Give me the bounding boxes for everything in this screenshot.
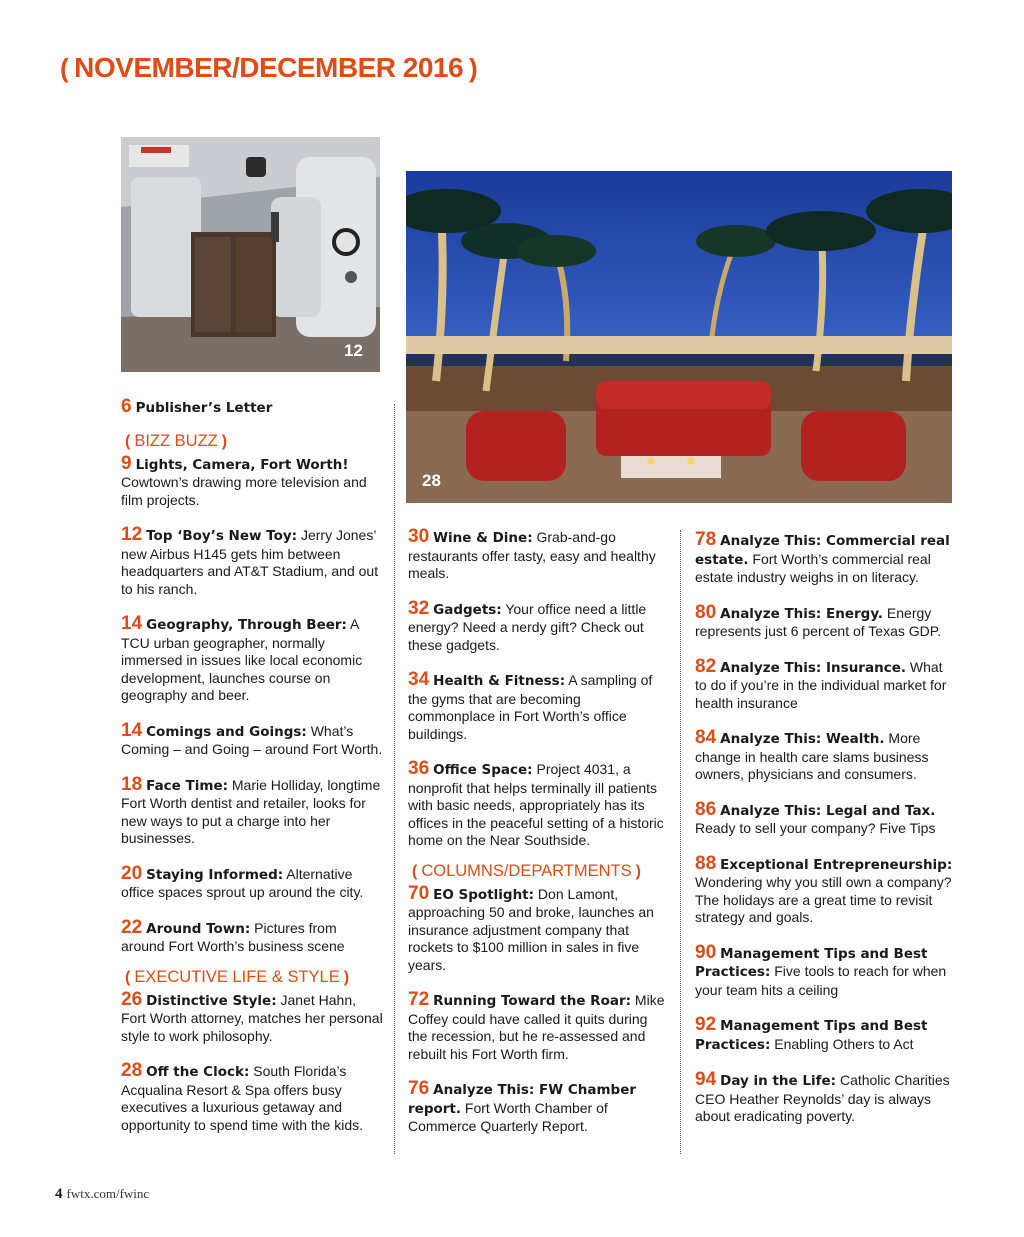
entry-page-number: 86: [695, 798, 717, 820]
entry-title: Analyze This: Commercial real estate.: [695, 533, 950, 568]
entry-page-number: 78: [695, 529, 717, 550]
section-close-paren: ): [635, 862, 641, 880]
entry-description: Janet Hahn, Fort Worth attorney, matches her personal style to work philosophy.: [121, 991, 383, 1044]
entry-page-number: 80: [695, 601, 717, 623]
entry-description: What’s Coming – and Going – around Fort Worth.: [121, 722, 383, 757]
site-url[interactable]: fwtx.com/fwinc: [66, 1186, 150, 1201]
issue-title: [54, 52, 483, 84]
entry-title: Gadgets:: [433, 601, 502, 618]
entry-title: Lights, Camera, Fort Worth!: [135, 456, 349, 473]
resort-page-number: 28: [422, 471, 441, 490]
toc-entry[interactable]: [408, 597, 666, 655]
entry-description: Don Lamont, approaching 50 and broke, launches an insurance adjustment company that rockets to $100 million in sales in five years.: [408, 885, 654, 973]
entry-description: Enabling Others to Act: [770, 1035, 914, 1052]
entry-description: Wondering why you still own a company? The holidays are a great time to revisit strategy and goals.: [695, 874, 952, 925]
section-close-paren: ): [221, 432, 228, 450]
title-close-paren: ): [469, 53, 478, 83]
entry-title: Management Tips and Best Practices:: [695, 945, 928, 980]
resort-terrace-photo[interactable]: [406, 171, 952, 503]
entry-page-number: 34: [408, 669, 430, 690]
entry-title: Analyze This: Energy.: [720, 605, 884, 622]
entry-description: What to do if you’re in the individual market for health insurance: [695, 658, 947, 711]
toc-column-2: [408, 528, 666, 1153]
toc-entry[interactable]: [695, 1016, 957, 1054]
entry-title: Distinctive Style:: [146, 992, 277, 1009]
section-open-paren: (: [125, 968, 131, 986]
entry-description: A sampling of the gyms that are becoming commonplace in Fort Worth’s office buildings.: [408, 672, 653, 742]
entry-page-number: 70: [408, 882, 430, 904]
toc-entry[interactable]: [695, 852, 957, 927]
section-label: COLUMNS/DEPARTMENTS: [421, 861, 632, 880]
section-open-paren: (: [125, 432, 131, 450]
entry-title: Analyze This: FW Chamber report.: [408, 1082, 637, 1117]
page-footer: [55, 1186, 149, 1203]
entry-title: Analyze This: Wealth.: [720, 731, 885, 747]
entry-title: Off the Clock:: [146, 1064, 250, 1080]
entry-description: Catholic Charities CEO Heather Reynolds’ day is always about eradicating poverty.: [695, 1072, 950, 1124]
resort-terrace-illustration: [406, 171, 952, 503]
entry-page-number: 72: [408, 989, 430, 1010]
entry-page-number: 6: [121, 396, 132, 417]
toc-entry[interactable]: [121, 615, 383, 705]
entry-description: Marie Holliday, longtime Fort Worth dentist and retailer, looks for new ways to put a charge into her businesses.: [121, 776, 381, 846]
entry-description: Grab-and-go restaurants offer tasty, easy and healthy meals.: [408, 529, 656, 581]
entry-title: Analyze This: Insurance.: [720, 659, 906, 676]
toc-entry[interactable]: [408, 991, 666, 1063]
entry-description: A TCU urban geographer, normally immersed in issues like local economic development, launches course on geography and beer.: [121, 616, 363, 703]
entry-page-number: 94: [695, 1069, 717, 1090]
entry-description: Five tools to reach for when your team hits a ceiling: [695, 963, 947, 998]
entry-page-number: 92: [695, 1014, 717, 1035]
entry-description: Jerry Jones’ new Airbus H145 gets him between headquarters and AT&T Stadium, and out to his ranch.: [121, 527, 379, 597]
title-open-paren: (: [60, 53, 69, 83]
entry-description: Cowtown’s drawing more television and film projects.: [121, 474, 367, 508]
helicopter-page-number: 12: [344, 341, 363, 360]
entry-description: Energy represents just 6 percent of Texas GDP.: [695, 604, 942, 639]
entry-title: Publisher’s Letter: [135, 400, 273, 416]
toc-entry[interactable]: [408, 1080, 666, 1136]
entry-page-number: 9: [121, 452, 132, 474]
entry-description: Project 4031, a nonprofit that helps terminally ill patients with basic needs, appropriately has its offices in the peaceful setting of a historic home on the Near Southside.: [408, 761, 664, 848]
toc-entry[interactable]: [408, 671, 666, 743]
entry-title: Office Space:: [433, 762, 533, 778]
entry-description: Pictures from around Fort Worth’s business scene: [121, 919, 345, 954]
entry-description: Mike Coffey could have called it quits during the recession, but he re-assessed and rebuilt his Fort Worth firm.: [408, 992, 665, 1062]
entry-page-number: 14: [121, 613, 143, 634]
entry-title: Running Toward the Roar:: [433, 993, 632, 1009]
entry-page-number: 26: [121, 988, 143, 1010]
entry-description: Fort Worth Chamber of Commerce Quarterly Report.: [408, 1099, 608, 1134]
entry-title: Wine & Dine:: [433, 530, 533, 546]
entry-page-number: 88: [695, 852, 717, 874]
helicopter-interior-illustration: [121, 137, 380, 372]
toc-entry[interactable]: [121, 773, 383, 848]
section-label: BIZZ BUZZ: [134, 431, 218, 450]
section-label: EXECUTIVE LIFE & STYLE: [134, 967, 340, 986]
entry-title: Exceptional Entrepreneurship:: [720, 856, 953, 873]
entry-description: Alternative office spaces sprout up around the city.: [121, 865, 364, 900]
toc-entry[interactable]: [121, 988, 383, 1046]
entry-description: More change in health care slams business owners, physicians and consumers.: [695, 730, 929, 782]
toc-entry[interactable]: [695, 798, 957, 838]
entry-title: Geography, Through Beer:: [146, 617, 347, 633]
toc-column-3: [695, 531, 957, 1143]
entry-page-number: 82: [695, 655, 717, 677]
toc-entry[interactable]: [695, 655, 957, 713]
toc-entry[interactable]: [695, 729, 957, 784]
section-heading-columns-departments: [408, 862, 666, 881]
entry-title: Day in the Life:: [720, 1073, 837, 1089]
toc-entry[interactable]: [408, 528, 666, 583]
entry-page-number: 32: [408, 597, 430, 619]
entry-description: Fort Worth’s commercial real estate industry weighs in on literacy.: [695, 550, 931, 585]
entry-title: Around Town:: [146, 920, 251, 937]
entry-page-number: 30: [408, 526, 430, 547]
column-divider: [680, 530, 681, 1154]
entry-page-number: 28: [121, 1060, 143, 1081]
column-divider: [394, 404, 395, 1154]
section-open-paren: (: [412, 862, 418, 880]
toc-entry[interactable]: [121, 862, 383, 902]
toc-entry[interactable]: [695, 601, 957, 641]
entry-page-number: 76: [408, 1078, 430, 1099]
toc-entry[interactable]: [121, 916, 383, 956]
entry-page-number: 84: [695, 727, 717, 748]
entry-page-number: 36: [408, 758, 430, 779]
entry-title: Health & Fitness:: [433, 673, 566, 689]
entry-page-number: 20: [121, 862, 143, 884]
entry-title: Top ‘Boy’s New Toy:: [146, 528, 298, 544]
entry-page-number: 14: [121, 719, 143, 741]
entry-description: Your office need a little energy? Need a nerdy gift? Check out these gadgets.: [408, 600, 647, 653]
entry-description: Ready to sell your company? Five Tips: [695, 820, 936, 836]
helicopter-interior-photo[interactable]: [121, 137, 380, 372]
toc-entry[interactable]: [695, 1071, 957, 1126]
entry-description: South Florida’s Acqualina Resort & Spa offers busy executives a luxurious getaway and opportunity to spend time with the kids.: [121, 1063, 364, 1133]
toc-entry[interactable]: [695, 941, 957, 1000]
entry-title: Analyze This: Legal and Tax.: [720, 802, 936, 819]
section-heading-bizz-buzz: [121, 432, 383, 451]
entry-title: Management Tips and Best Practices:: [695, 1018, 928, 1053]
entry-title: EO Spotlight:: [433, 886, 535, 903]
toc-entry[interactable]: [121, 526, 383, 598]
toc-entry-publishers-letter[interactable]: [121, 398, 383, 418]
issue-title-text: NOVEMBER/DECEMBER 2016: [74, 52, 464, 83]
toc-entry[interactable]: [121, 452, 383, 510]
section-close-paren: ): [343, 968, 350, 986]
entry-page-number: 12: [121, 524, 143, 545]
page-number: 4: [55, 1186, 63, 1202]
entry-page-number: 90: [695, 941, 717, 963]
entry-title: Face Time:: [146, 777, 228, 794]
entry-title: Staying Informed:: [146, 866, 284, 883]
toc-entry[interactable]: [695, 531, 957, 587]
entry-page-number: 18: [121, 773, 143, 795]
toc-entry[interactable]: [121, 1062, 383, 1134]
entry-title: Comings and Goings:: [146, 723, 307, 740]
toc-entry[interactable]: [408, 760, 666, 850]
toc-entry[interactable]: [408, 882, 666, 975]
toc-column-1: [121, 398, 383, 1151]
toc-entry[interactable]: [121, 719, 383, 759]
entry-page-number: 22: [121, 916, 143, 938]
section-heading-executive-life: [121, 968, 383, 987]
